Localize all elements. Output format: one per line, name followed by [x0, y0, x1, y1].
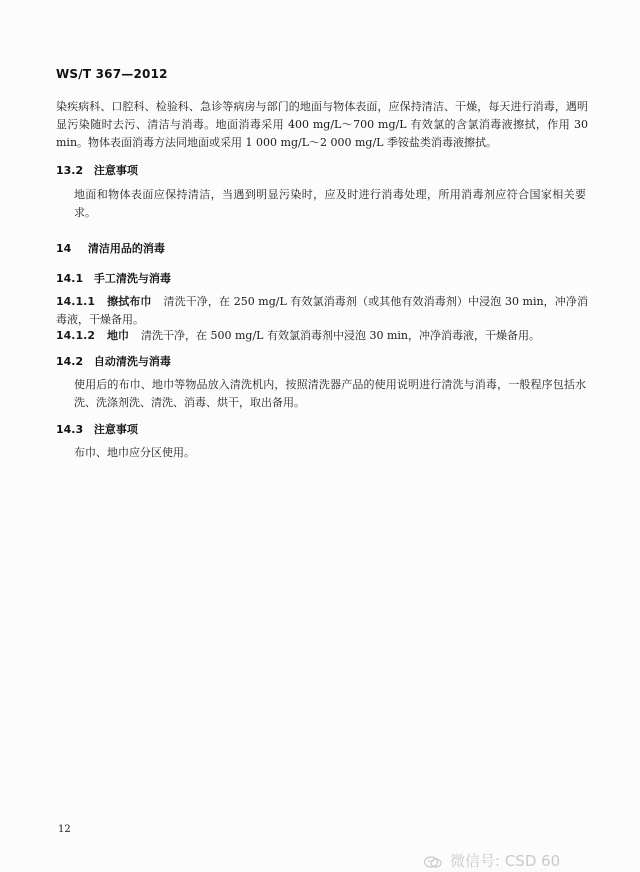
section-14-2-body: 使用后的布巾、地巾等物品放入清洗机内，按照清洗器产品的使用说明进行清洗与消毒，一般程序包括水洗、洗涤剂洗、清洗、消毒、烘干，取出备用。 [74, 378, 586, 409]
section-number: 14 [56, 242, 72, 255]
clause-number: 14.1.1 [56, 295, 95, 308]
section-13-2-body: 地面和物体表面应保持清洁，当遇到明显污染时，应及时进行消毒处理，所用消毒剂应符合国家相关要求。 [74, 188, 586, 219]
section-number: 14.1 [56, 272, 84, 285]
section-number: 14.3 [56, 423, 84, 436]
section-number: 14.2 [56, 355, 84, 368]
clause-body: 清洗干净，在 500 mg/L 有效氯消毒剂中浸泡 30 min，冲净消毒液，干燥备用。 [140, 329, 540, 342]
section-number: 13.2 [56, 164, 84, 177]
page-number: 12 [58, 824, 71, 835]
wechat-icon [424, 854, 442, 866]
clause-14-1-1 [56, 293, 588, 329]
section-title: 清洁用品的消毒 [87, 242, 165, 255]
section-title: 自动清洗与消毒 [93, 355, 171, 368]
clause-body: 清洗干净，在 250 mg/L 有效氯消毒剂（或其他有效消毒剂）中浸泡 30 min，冲净消毒液，干燥备用。 [56, 295, 588, 326]
section-14-3-body: 布巾、地巾应分区使用。 [74, 446, 195, 459]
section-title: 手工清洗与消毒 [93, 272, 171, 285]
watermark-text: 微信号: CSD 60 [450, 851, 561, 870]
section-14-3-heading [56, 421, 138, 437]
clause-term: 擦拭布巾 [106, 295, 152, 308]
clause-14-1-2 [56, 327, 588, 345]
section-14-2-heading [56, 353, 171, 369]
clause-term: 地巾 [106, 329, 129, 342]
clause-number: 14.1.2 [56, 329, 95, 342]
watermark [424, 850, 560, 870]
section-14-heading [56, 240, 165, 256]
section-13-2-heading [56, 162, 138, 178]
intro-paragraph: 染疾病科、口腔科、检验科、急诊等病房与部门的地面与物体表面，应保持清洁、干燥，每天进行消毒，遇明显污染随时去污、清洁与消毒。地面消毒采用 400 mg/L～700 mg/L 有效氯的含氯消毒液擦拭，作用 30 min。物体表面消毒方法同地面或采用 1 000 mg/L～2 000 mg/L 季铵盐类消毒液擦拭。 [56, 100, 588, 149]
standard-code-header: WS/T 367—2012 [56, 67, 168, 81]
section-title: 注意事项 [93, 423, 138, 436]
section-14-1-heading [56, 270, 171, 286]
section-title: 注意事项 [93, 164, 138, 177]
